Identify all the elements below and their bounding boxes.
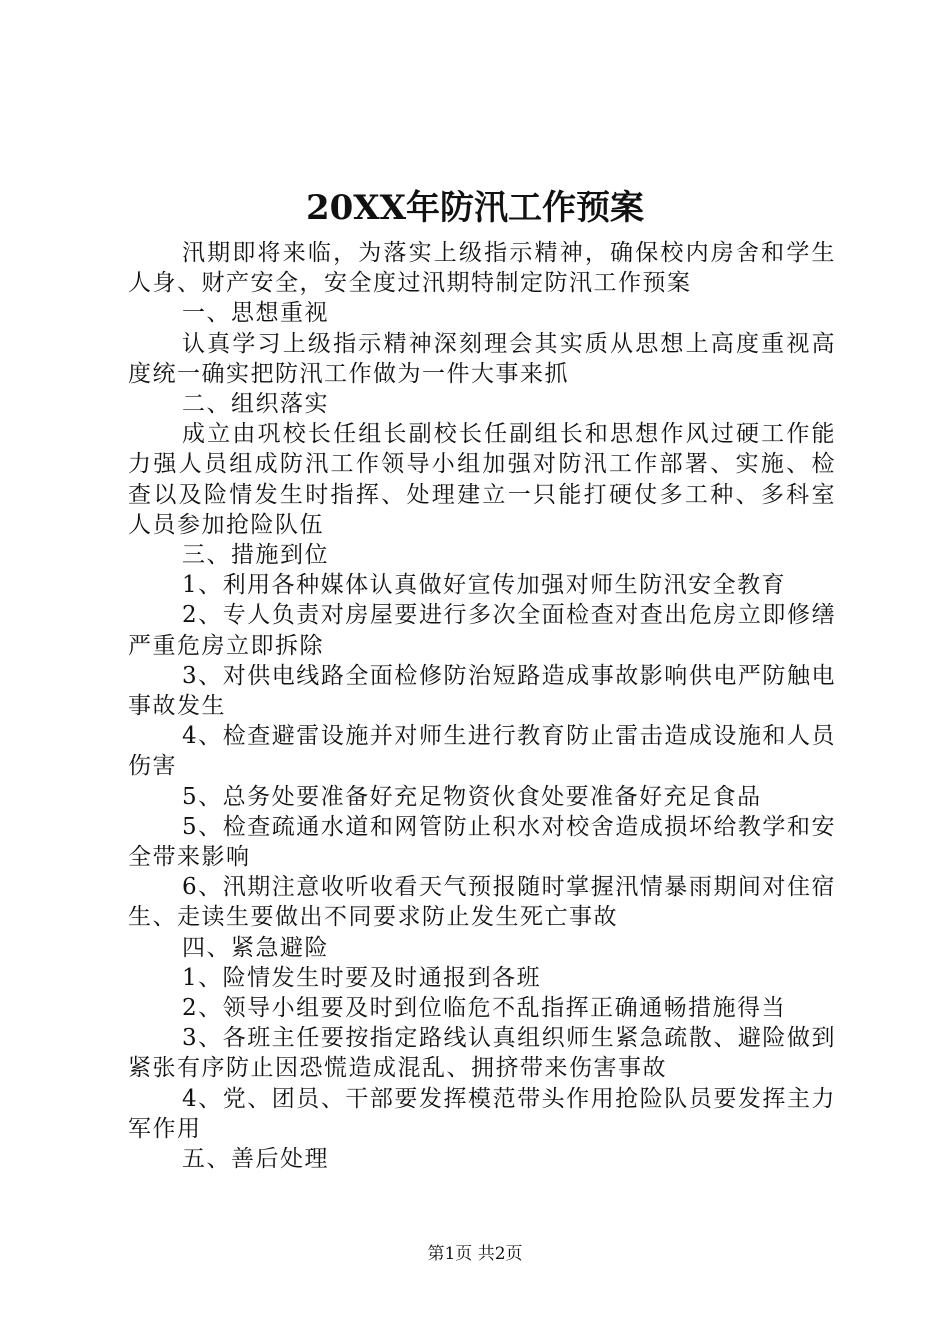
section-2-paragraph: 成立由巩校长任组长副校长任副组长和思想作风过硬工作能力强人员组成防汛工作领导小组加强对防汛工作部署、实施、检查以及险情发生时指挥、处理建立一只能打硬仗多工种、多科室人员参加抢险队伍 bbox=[128, 421, 836, 538]
section-heading-2: 二、组织落实 bbox=[182, 391, 329, 418]
intro-paragraph: 汛期即将来临，为落实上级指示精神，确保校内房舍和学生人身、财产安全，安全度过汛期特制定防汛工作预案 bbox=[128, 240, 836, 297]
emergency-item-4: 4、党、团员、干部要发挥模范带头作用抢险队员要发挥主力军作用 bbox=[128, 1085, 836, 1142]
emergency-item-1: 1、险情发生时要及时通报到各班 bbox=[182, 964, 542, 991]
section-heading-5: 五、善后处理 bbox=[182, 1146, 329, 1173]
measure-item-2: 2、专人负责对房屋要进行多次全面检查对查出危房立即修缮严重危房立即拆除 bbox=[128, 602, 836, 659]
measure-item-5b: 5、检查疏通水道和网管防止积水对校舍造成损坏给教学和安全带来影响 bbox=[128, 813, 836, 871]
emergency-item-2: 2、领导小组要及时到位临危不乱指挥正确通畅措施得当 bbox=[182, 995, 787, 1022]
page-number: 第1页 共2页 bbox=[427, 1244, 523, 1264]
measure-item-3: 3、对供电线路全面检修防治短路造成事故影响供电严防触电事故发生 bbox=[128, 662, 836, 720]
section-heading-3: 三、措施到位 bbox=[182, 542, 329, 569]
measure-item-5a: 5、总务处要准备好充足物资伙食处要准备好充足食品 bbox=[182, 783, 762, 810]
section-1-paragraph: 认真学习上级指示精神深刻理会其实质从思想上高度重视高度统一确实把防汛工作做为一件大事来抓 bbox=[128, 330, 836, 387]
measure-item-6: 6、汛期注意收听收看天气预报随时掌握汛情暴雨期间对住宿生、走读生要做出不同要求防止发生死亡事故 bbox=[128, 874, 836, 931]
section-heading-4: 四、紧急避险 bbox=[182, 934, 329, 961]
document-title: 20XX年防汛工作预案 bbox=[305, 188, 645, 228]
measure-item-4: 4、检查避雷设施并对师生进行教育防止雷击造成设施和人员伤害 bbox=[128, 723, 836, 780]
measure-item-1: 1、利用各种媒体认真做好宣传加强对师生防汛安全教育 bbox=[182, 572, 787, 599]
section-heading-1: 一、思想重视 bbox=[182, 300, 329, 327]
document-body bbox=[128, 238, 836, 1174]
emergency-item-3: 3、各班主任要按指定路线认真组织师生紧急疏散、避险做到紧张有序防止因恐慌造成混乱、拥挤带来伤害事故 bbox=[128, 1025, 836, 1082]
